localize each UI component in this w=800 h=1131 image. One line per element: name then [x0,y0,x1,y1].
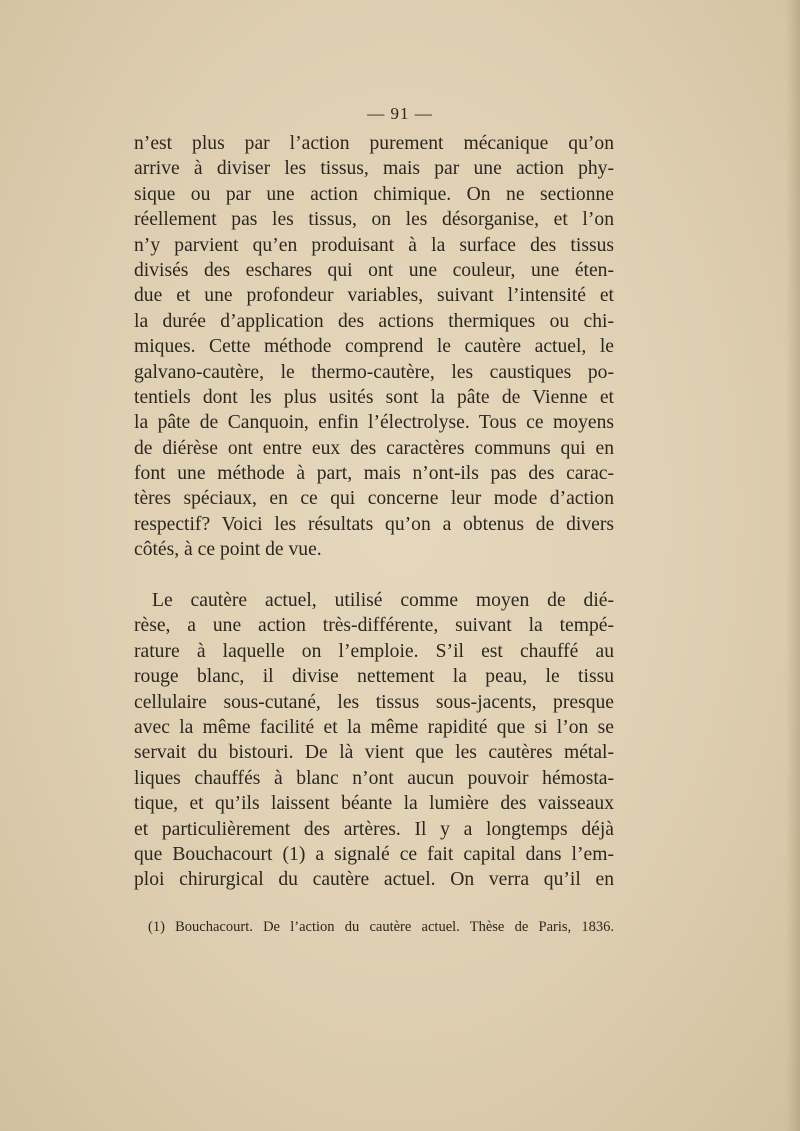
text-line: n’est plus par l’action purement mécanique qu’on [134,133,614,154]
footnote-text: (1) Bouchacourt. De l’action du cautère actuel. Thèse de Paris, 1836. [148,919,614,935]
text-line: réellement pas les tissus, on les désorganise, et l’on [134,209,614,231]
text-line: Le cautère actuel, utilisé comme moyen de dié- [152,590,614,611]
text-line: servait du bistouri. De là vient que les cautères métal- [134,742,614,764]
text-line: tères spéciaux, en ce qui concerne leur mode d’action [134,488,614,510]
text-line: la pâte de Canquoin, enfin l’électrolyse. Tous ce moyens [134,412,614,434]
text-line: divisés des eschares qui ont une couleur, une éten- [134,259,614,281]
text-line: font une méthode à part, mais n’ont-ils pas des carac- [134,463,614,485]
text-line: que Bouchacourt (1) a signalé ce fait capital dans l’em- [134,843,614,865]
paragraph-1 [134,131,614,563]
page-number: — 91 — [367,104,433,123]
text-line: de diérèse ont entre eux des caractères communs qui en [134,437,614,459]
text-line: galvano-cautère, le thermo-cautère, les caustiques po- [134,361,614,383]
text-line: rature à laquelle on l’emploie. S’il est chauffé au [134,640,614,662]
text-line: et particulièrement des artères. Il y a longtemps déjà [134,818,614,840]
text-line: avec la même facilité et la même rapidité que si l’on se [134,716,614,738]
text-line: tentiels dont les plus usités sont la pâte de Vienne et [134,386,614,408]
text-line: sique ou par une action chimique. On ne sectionne [134,183,614,205]
text-line: liques chauffés à blanc n’ont aucun pouvoir hémosta- [134,767,614,789]
text-line: tique, et qu’ils laissent béante la lumière des vaisseaux [134,793,614,815]
text-line: la durée d’application des actions thermiques ou chi- [134,310,614,332]
text-line: rouge blanc, il divise nettement la peau, le tissu [134,666,614,688]
text-line: due et une profondeur variables, suivant l’intensité et [134,285,614,307]
text-line: n’y parvient qu’en produisant à la surface des tissus [134,234,614,256]
paragraph-2 [134,588,614,893]
page-edge-shadow [786,0,800,1131]
text-line: miques. Cette méthode comprend le cautère actuel, le [134,336,614,358]
text-line: rèse, a une action très-différente, suivant la tempé- [134,615,614,637]
text-line: arrive à diviser les tissus, mais par une action phy- [134,158,614,180]
text-line: ploi chirurgical du cautère actuel. On verra qu’il en [134,869,614,891]
text-line: respectif? Voici les résultats qu’on a obtenus de divers [134,513,614,535]
text-line: côtés, à ce point de vue. [134,539,322,561]
footnote [134,917,614,937]
text-line: cellulaire sous-cutané, les tissus sous-jacents, presque [134,691,614,713]
